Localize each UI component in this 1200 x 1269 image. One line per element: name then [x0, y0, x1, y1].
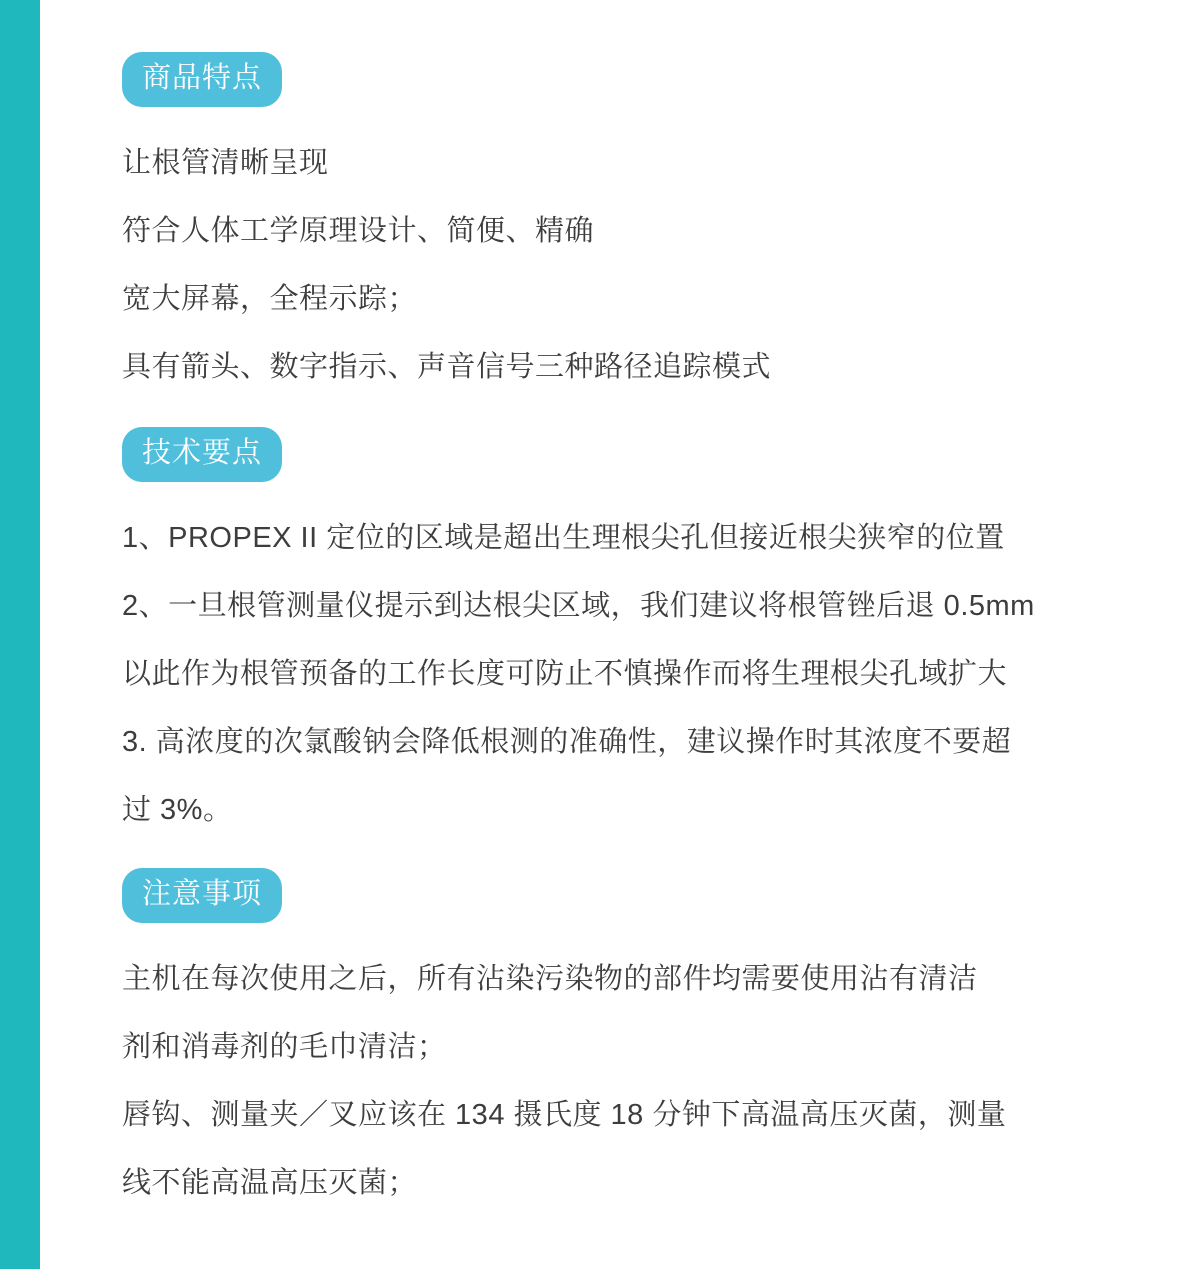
technical-line-3: 以此作为根管预备的工作长度可防止不慎操作而将生理根尖孔域扩大	[122, 658, 1008, 690]
feature-line-4: 具有箭头、数字指示、声音信号三种路径追踪模式	[122, 351, 772, 383]
technical-line-4: 3. 高浓度的次氯酸钠会降低根测的准确性，建议操作时其浓度不要超	[122, 726, 1012, 758]
section-tag-technical-points: 技术要点	[122, 427, 282, 482]
section-heading-wrap	[122, 868, 1132, 923]
section-heading-wrap	[122, 427, 1132, 482]
technical-line-2: 2、一旦根管测量仪提示到达根尖区域，我们建议将根管锉后退 0.5mm	[122, 590, 1035, 622]
spacer	[122, 844, 1132, 868]
feature-line-1: 让根管清晰呈现	[122, 147, 329, 179]
feature-line-2: 符合人体工学原理设计、简便、精确	[122, 215, 595, 247]
top-spacer	[122, 0, 1132, 52]
precaution-line-1: 主机在每次使用之后，所有沾染污染物的部件均需要使用沾有清洁	[122, 963, 978, 995]
section-heading-wrap	[122, 52, 1132, 107]
spacer	[122, 401, 1132, 427]
section-product-features	[122, 52, 1132, 401]
spacer	[122, 923, 1132, 945]
section-precautions	[122, 868, 1132, 1217]
spacer	[122, 107, 1132, 129]
feature-line-3: 宽大屏幕，全程示踪；	[122, 283, 418, 315]
section-tag-product-features: 商品特点	[122, 52, 282, 107]
section-technical-points	[122, 427, 1132, 844]
section-tag-precautions: 注意事项	[122, 868, 282, 923]
precaution-line-3: 唇钩、测量夹／叉应该在 134 摄氏度 18 分钟下高温高压灭菌，测量	[122, 1099, 1007, 1131]
technical-line-1: 1、PROPEX II 定位的区域是超出生理根尖孔但接近根尖狭窄的位置	[122, 522, 1005, 554]
precaution-line-2: 剂和消毒剂的毛巾清洁；	[122, 1031, 447, 1063]
precaution-line-4: 线不能高温高压灭菌；	[122, 1167, 418, 1199]
spacer	[122, 482, 1132, 504]
document-content	[122, 0, 1132, 1269]
technical-line-5: 过 3%。	[122, 794, 233, 826]
left-accent-bar	[0, 0, 40, 1269]
